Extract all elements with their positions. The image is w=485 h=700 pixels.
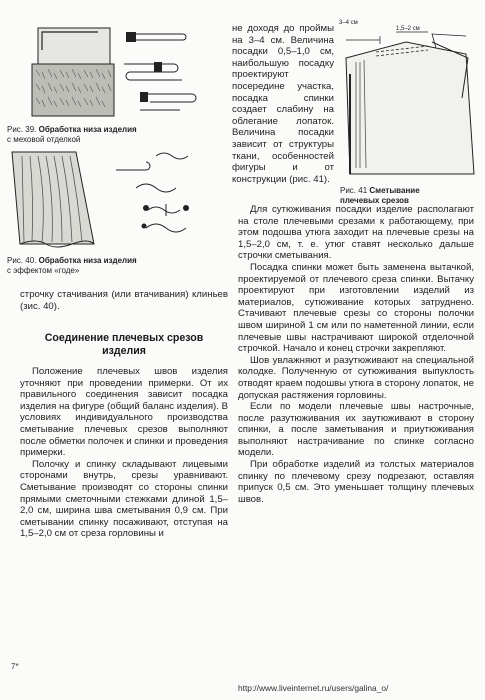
figure-40-illustration: [6, 148, 226, 248]
figure-41-dim-a: 3–4 см: [339, 20, 358, 26]
figure-39-caption: [7, 125, 187, 145]
right-paragraph: При обработке изделий из толстых материалов спинку по плечевому срезу подрезают, оставляя припуск 0,5 см. Это уменьшает толщину плечевых швов.: [238, 459, 474, 505]
left-paragraph: Положение плечевых швов изделия уточняют при проведении примерки. От их правильного соединения зависит посадка изделия на фигуре (общий баланс изделия). В условиях индивидуального производства сметывание плечевых срезов выполняют после обметки полочек и спинки и проведения примерки.: [20, 366, 228, 459]
page-number: 7*: [11, 662, 19, 671]
left-column: [20, 366, 228, 540]
figure-40-caption: [7, 256, 207, 276]
figure-39-illustration: [28, 20, 210, 120]
figure-41-title: Сметывание плечевых срезов: [340, 186, 420, 205]
right-paragraph: Если по модели плечевые швы настрочные, после разутюживания их заутюживают в сторону спинки, а после заметывания и приутюживания выполняют настрачивание по спинке согласно модели.: [238, 401, 474, 459]
figure-41-illustration: [336, 28, 478, 178]
right-paragraph: Шов увлажняют и разутюживают на специальной колодке. Полученную от сутюживания выпуклость отводят краем подошвы утюга в сторону лопаток, не допуская растяжения горловины.: [238, 354, 474, 401]
right-top-paragraph: не доходя до проймы на 3–4 см. Величина посадки 0,5–1,0 см, наибольшую посадку проектируют посередине участка, посадка спинки создает слабину на облегание лопаток. Величина посадки зависит от структуры ткани, особенностей фигуры и от конструкции (рис. 41).: [232, 23, 334, 185]
right-paragraph: Посадка спинки может быть заменена вытачкой, проектируемой от плечевого среза спинки. Вытачку проектируют при изготовлении изделий из материалов, сутюживание которых затруднено. Стачивают плечевые срезы со стороны полочки швом шириной 1 см или по наметенной линии, если плечевые швы настрачивают широкой отделочной строчкой. Начало и конец строчки закрепляют.: [238, 261, 474, 355]
figure-41-caption: [340, 186, 460, 206]
figure-41-dim-b: 1,5–2 см: [396, 26, 420, 32]
figure-40-title: Обработка низа изделия: [38, 256, 137, 265]
section-heading: Соединение плечевых срезов изделия: [44, 332, 204, 357]
figure-41-number: Рис. 41: [340, 186, 368, 195]
figure-40-number: Рис. 40.: [7, 256, 37, 265]
left-top-paragraph: строчку стачивания (или втачивания) клиньев (зис. 40).: [20, 289, 228, 312]
right-column: [238, 204, 474, 505]
footer-url: http://www.liveinternet.ru/users/galina_o/: [238, 683, 389, 693]
figure-39-title: Обработка низа изделия: [38, 125, 137, 134]
figure-39-number: Рис. 39.: [7, 125, 37, 134]
figure-39-subtitle: с меховой отделкой: [7, 135, 81, 144]
right-column-top: [232, 23, 334, 185]
left-column-top: [20, 289, 228, 312]
figure-40-subtitle: с эффектом «годе»: [7, 266, 80, 275]
left-paragraph: Полочку и спинку складывают лицевыми сторонами внутрь, срезы уравнивают. Сметывание производят со стороны спинки прямыми сметочными стежками длиной 1,5–2,0 см, ширина шва сметывания 0,9 см. При сметывании спинку посаживают, отступая на 1,5–2,0 см от среза горловины и: [20, 458, 228, 540]
right-paragraph: Для сутюживания посадки изделие располагают на столе плечевыми срезами к работающему, при этом подошва утюга заходит на плечевые срезы на 1,5–2,0 см, т. е. утюг ставят несколько дальше строчки сметывания.: [238, 204, 474, 262]
